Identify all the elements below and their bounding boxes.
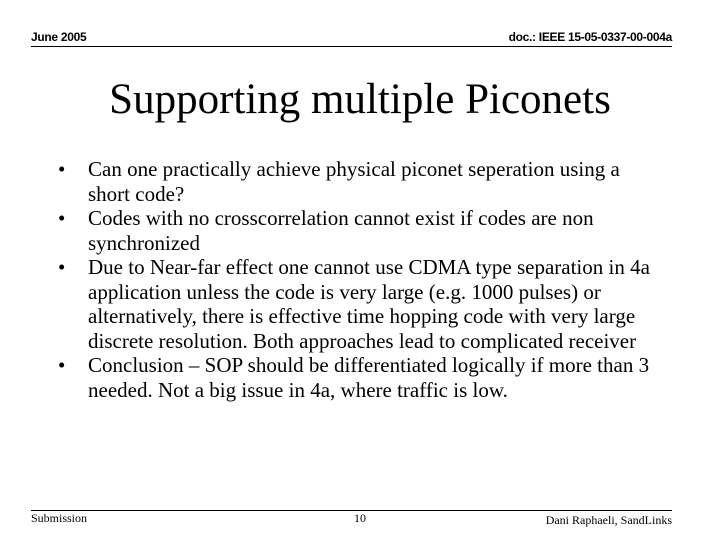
bullet-item <box>58 206 658 255</box>
bullet-text: Conclusion – SOP should be differentiated logically if more than 3 needed. Not a big issue in 4a, where traffic is low. <box>88 353 650 402</box>
bullet-text: Can one practically achieve physical piconet seperation using a short code? <box>88 157 620 206</box>
slide-title: Supporting multiple Piconets <box>109 76 611 123</box>
footer-submission: Submission <box>31 511 88 525</box>
bullet-item <box>58 157 658 206</box>
bullet-dot-icon: • <box>58 206 66 230</box>
bullet-dot-icon: • <box>58 255 66 279</box>
bullet-dot-icon: • <box>58 157 66 181</box>
bullet-text: Due to Near-far effect one cannot use CDMA type separation in 4a application unless the code is very large (e.g. 1000 pulses) or alternatively, there is effective time hopping code with very large discrete resolution. Both approaches lead to complicated receiver <box>88 255 650 353</box>
header-date: June 2005 <box>31 30 87 44</box>
bullet-dot-icon: • <box>58 353 66 377</box>
bullet-text: Codes with no crosscorrelation cannot exist if codes are non synchronized <box>88 206 594 255</box>
bullet-item <box>58 353 658 402</box>
bullet-list <box>58 157 658 402</box>
header-divider <box>31 46 672 47</box>
bullet-item <box>58 255 658 353</box>
footer-divider <box>31 510 672 511</box>
page-number: 10 <box>354 511 366 525</box>
footer-author: Dani Raphaeli, SandLinks <box>545 513 672 527</box>
header-doc-id: doc.: IEEE 15-05-0337-00-004a <box>508 30 672 44</box>
